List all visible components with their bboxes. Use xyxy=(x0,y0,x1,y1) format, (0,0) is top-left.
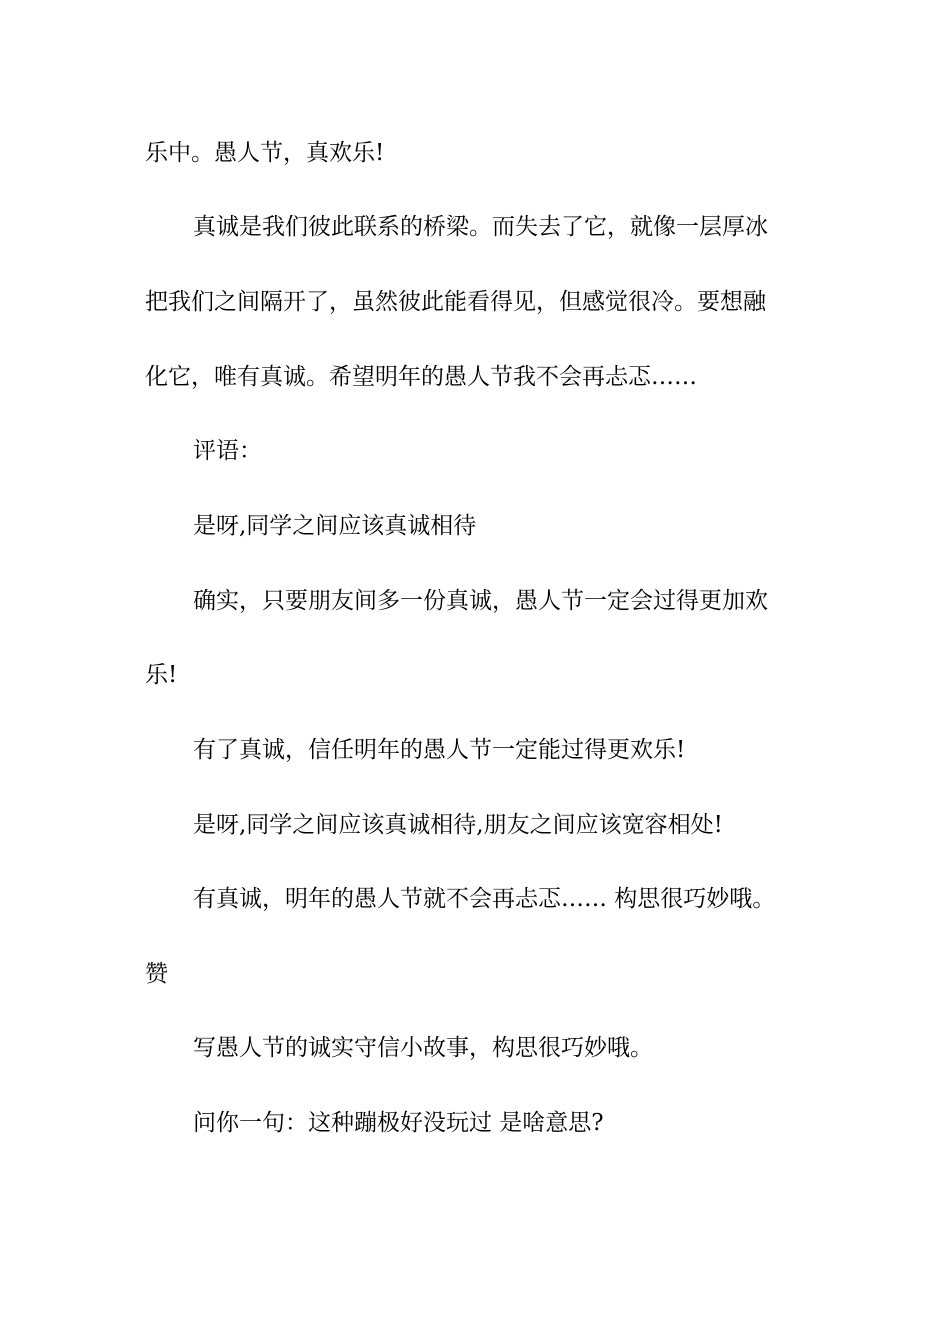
text-line-8: 乐! xyxy=(145,662,178,688)
text-line-1: 乐中。愚人节，真欢乐! xyxy=(145,140,385,166)
text-line-10: 是呀,同学之间应该真诚相待,朋友之间应该宽容相处! xyxy=(193,812,723,838)
text-line-12: 赞 xyxy=(145,961,168,987)
text-line-14: 问你一句：这种蹦极好没玩过 是啥意思? xyxy=(193,1110,604,1136)
text-line-5: 评语： xyxy=(193,438,262,464)
text-line-6: 是呀,同学之间应该真诚相待 xyxy=(193,513,477,539)
text-line-13: 写愚人节的诚实守信小故事，构思很巧妙哦。 xyxy=(193,1035,653,1061)
text-line-2: 真诚是我们彼此联系的桥梁。而失去了它，就像一层厚冰 xyxy=(193,214,768,240)
text-line-9: 有了真诚，信任明年的愚人节一定能过得更欢乐! xyxy=(193,737,686,763)
text-line-4: 化它，唯有真诚。希望明年的愚人节我不会再忐忑…… xyxy=(145,364,697,390)
text-line-7: 确实，只要朋友间多一份真诚，愚人节一定会过得更加欢 xyxy=(193,588,768,614)
text-line-11: 有真诚，明年的愚人节就不会再忐忑…… 构思很巧妙哦。 xyxy=(193,886,776,912)
text-line-3: 把我们之间隔开了，虽然彼此能看得见，但感觉很冷。要想融 xyxy=(145,289,766,315)
